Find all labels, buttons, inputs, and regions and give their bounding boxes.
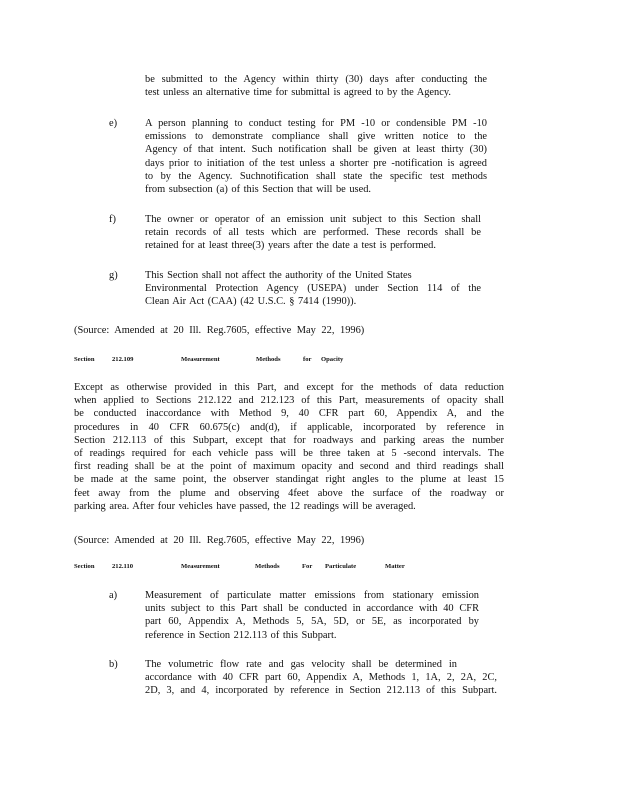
text-line: days prior to initiation of the test unless a shorter pre -notification is agreed [145, 157, 487, 169]
text-line: procedures in 40 CFR 60.675(c) and(d), if applicable, incorporated by reference in [74, 421, 504, 433]
section-title-word: Measurement [181, 356, 220, 363]
item-f-paragraph [145, 213, 481, 253]
item-label-a: a) [109, 590, 118, 601]
text-line: Environmental Protection Agency (USEPA) under Section 114 of the [145, 283, 481, 295]
text-line: to by the Agency. Suchnotification shall state the specific test methods [145, 170, 487, 182]
continuation-paragraph [145, 73, 487, 99]
text-line: parking area. After four vehicles have passed, the 12 readings will be averaged. [74, 500, 416, 512]
section-title-word: Matter [385, 563, 405, 570]
section-title-word: for [303, 356, 312, 363]
item-a-paragraph [145, 589, 479, 642]
text-line: be made at the same point, the observer standingat right angles to the plume at least 15 [74, 474, 504, 486]
text-line: Measurement of particulate matter emissions from stationary emission [145, 590, 479, 601]
text-line: The volumetric flow rate and gas velocity shall be determined in [145, 659, 457, 670]
text-line: The owner or operator of an emission unit subject to this Section shall [145, 214, 481, 225]
item-label-g: g) [109, 270, 118, 281]
section-title-word: Methods [255, 563, 280, 570]
section-title-word: Particulate [325, 563, 357, 570]
text-line: part 60, Appendix A, Methods 5, 5A, 5D, or 5E, as incorporated by [145, 616, 479, 628]
section-word: Section [74, 356, 95, 363]
text-line: This Section shall not affect the authority of the United States [145, 270, 412, 281]
text-line: units subject to this Part shall be conducted in accordance with 40 CFR [145, 603, 479, 615]
section-title-word: For [302, 563, 313, 570]
text-line: Clean Air Act (CAA) (42 U.S.C. § 7414 (1990)). [145, 296, 357, 308]
source-note: (Source: Amended at 20 Ill. Reg.7605, effective May 22, 1996) [74, 325, 365, 336]
section-word: Section [74, 563, 95, 570]
section-212-109-paragraph [74, 381, 504, 513]
section-title-word: Methods [256, 356, 281, 363]
text-line: retained for at least three(3) years after the date a test is performed. [145, 240, 436, 252]
item-e-paragraph [145, 117, 487, 196]
text-line: emissions to demonstrate compliance shall give written notice to the [145, 131, 487, 143]
item-label-b: b) [109, 659, 118, 670]
text-line: be submitted to the Agency within thirty (30) days after conducting the [145, 74, 487, 85]
text-line: of readings required for each vehicle pass will be three taken at 5 -second intervals. The [74, 448, 504, 460]
section-number: 212.109 [112, 356, 134, 363]
text-line: Section 212.113 of this Subpart, except that for roadways and parking areas the number [74, 434, 504, 446]
item-label-f: f) [109, 214, 116, 225]
text-line: retain records of all tests which are performed. These records shall be [145, 227, 481, 239]
text-line: Except as otherwise provided in this Part, and except for the methods of data reduction [74, 382, 504, 393]
item-b-paragraph [145, 658, 497, 698]
text-line: from subsection (a) of this Section that will be used. [145, 184, 372, 196]
text-line: test unless an alternative time for submittal is agreed to by the Agency. [145, 87, 451, 99]
section-title-word: Measurement [181, 563, 220, 570]
text-line: A person planning to conduct testing for PM -10 or condensible PM -10 [145, 118, 487, 129]
section-title-word: Opacity [321, 356, 344, 363]
text-line: accordance with 40 CFR part 60, Appendix A, Methods 1, 1A, 2, 2A, 2C, [145, 672, 497, 684]
item-label-e: e) [109, 118, 118, 129]
text-line: Agency of that intent. Such notification shall be given at least thirty (30) [145, 144, 487, 156]
text-line: when applied to Sections 212.122 and 212.123 of this Part, measurements of opacity shall [74, 395, 504, 407]
text-line: reference in Section 212.113 of this Subpart. [145, 629, 337, 641]
text-line: 2D, 3, and 4, incorporated by reference in Section 212.113 of this Subpart. [145, 685, 497, 697]
text-line: feet away from the plume and observing 4feet above the surface of the roadway or [74, 487, 504, 499]
source-note: (Source: Amended at 20 Ill. Reg.7605, effective May 22, 1996) [74, 535, 365, 546]
text-line: first reading shall be at the point of maximum opacity and second and third readings shall [74, 461, 504, 473]
item-g-paragraph [145, 269, 481, 309]
text-line: be conducted inaccordance with Method 9, 40 CFR part 60, Appendix A, and the [74, 408, 504, 420]
section-number: 212.110 [112, 563, 134, 570]
